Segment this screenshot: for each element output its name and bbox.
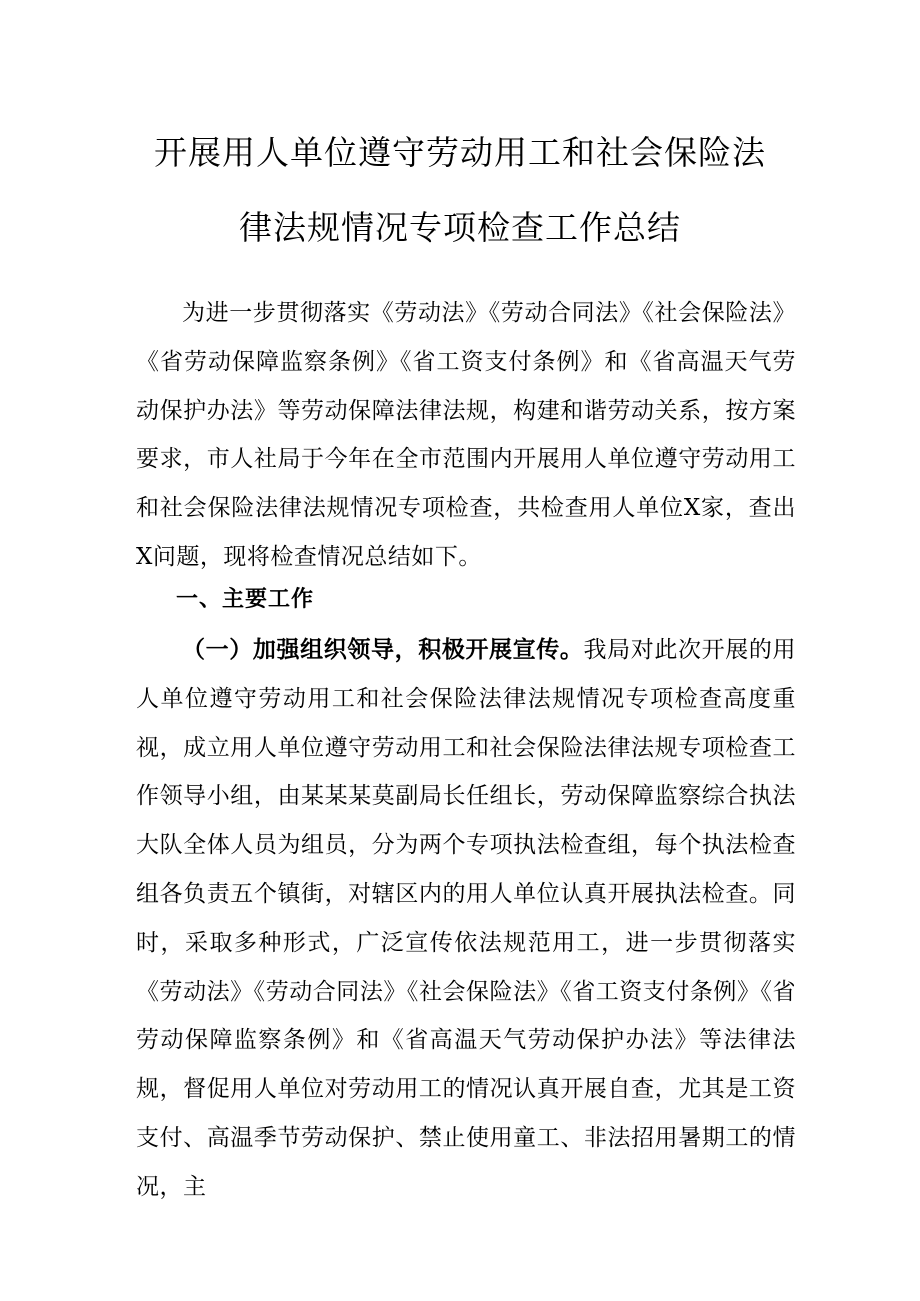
section-heading: 一、主要工作 [176, 587, 315, 612]
subsection-paragraph [136, 626, 796, 1212]
subsection-lead: （一）加强组织领导，积极开展宣传。 [182, 637, 584, 663]
document-title-line-2: 律法规情况专项检查工作总结 [239, 208, 681, 247]
document-title-line-1: 开展用人单位遵守劳动用工和社会保险法 [154, 133, 766, 172]
intro-paragraph: 为进一步贯彻落实《劳动法》《劳动合同法》《社会保险法》《省劳动保障监察条例》《省工资支付条例》和《省高温天气劳动保护办法》等劳动保障法律法规，构建和谐劳动关系，按方案要求，市人社局于今年在全市范围内开展用人单位遵守劳动用工和社会保险法律法规情况专项检查，共检查用人单位X家，查出X问题，现将检查情况总结如下。 [136, 300, 796, 570]
subsection-body: 我局对此次开展的用人单位遵守劳动用工和社会保险法律法规情况专项检查高度重视，成立用人单位遵守劳动用工和社会保险法律法规专项检查工作领导小组，由某某某莫副局长任组长，劳动保障监察综合执法大队全体人员为组员，分为两个专项执法检查组，每个执法检查组各负责五个镇街，对辖区内的用人单位认真开展执法检查。同时，采取多种形式，广泛宣传依法规范用工，进一步贯彻落实《劳动法》《劳动合同法》《社会保险法》《省工资支付条例》《省劳动保障监察条例》和《省高温天气劳动保护办法》等法律法规，督促用人单位对劳动用工的情况认真开展自查，尤其是工资支付、高温季节劳动保护、禁止使用童工、非法招用暑期工的情况，主 [136, 637, 797, 1200]
